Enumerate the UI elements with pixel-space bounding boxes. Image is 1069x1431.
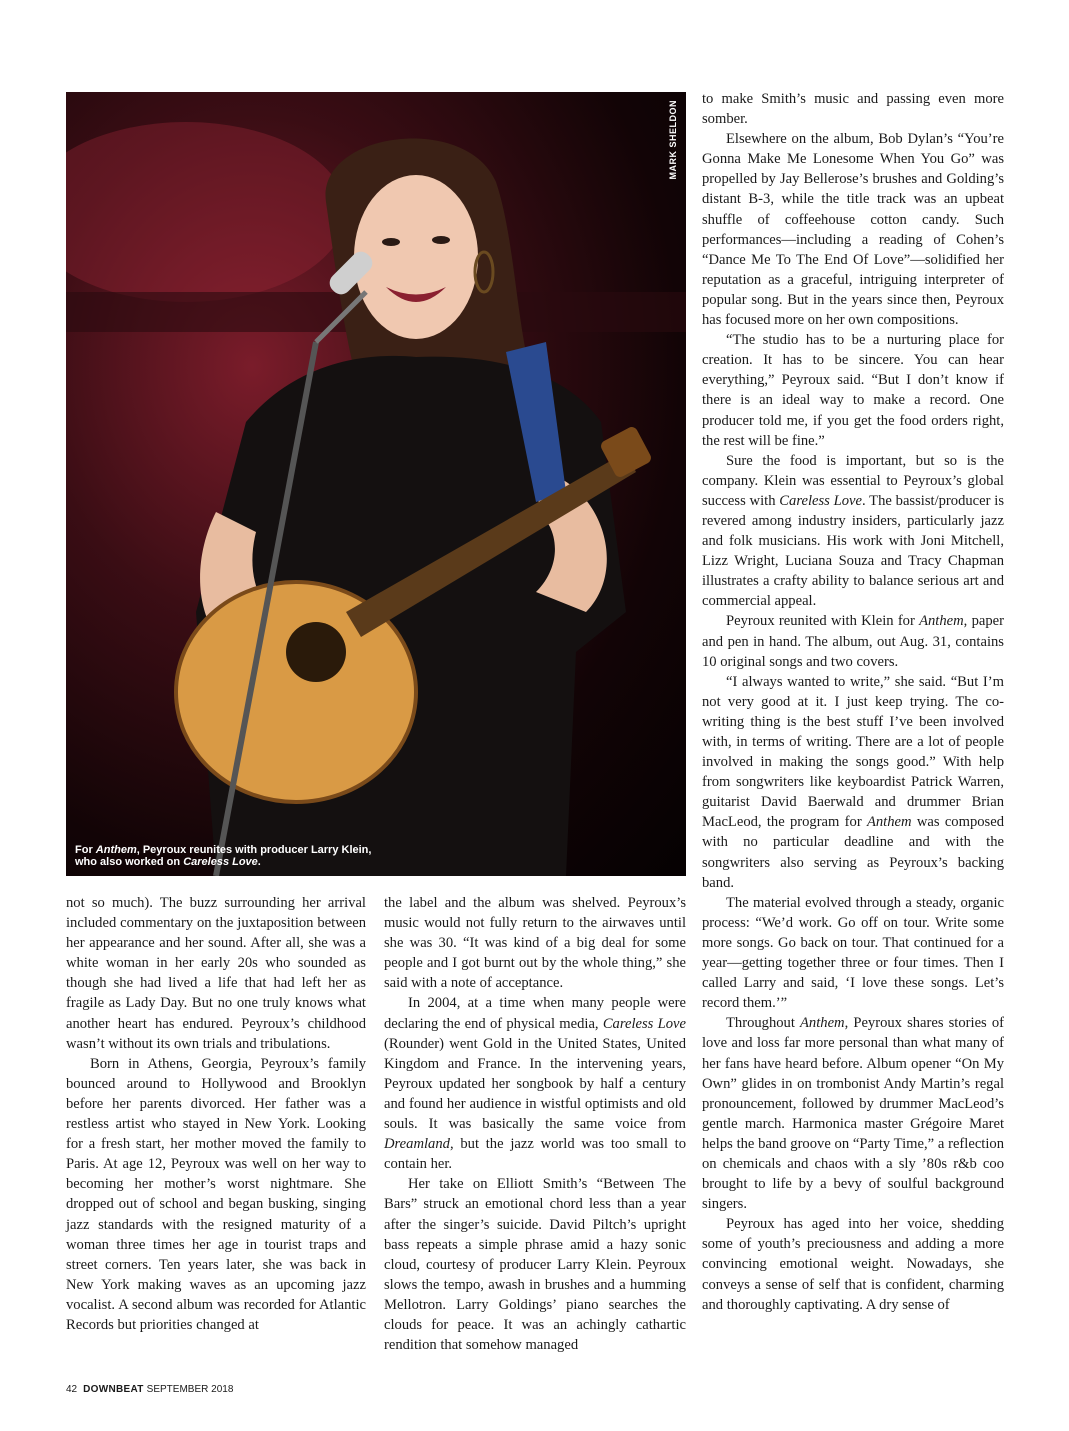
text-run: Throughout: [726, 1015, 800, 1032]
text-run: . The bassist/producer is revered among industry insiders, particularly jazz and folk musicians. His work with Joni Mitchell, Lizz Wright, Luciana Souza and Tracy Chapman illustrates a crafty ability to balance serious art and commercial appeal.: [702, 492, 1005, 610]
paragraph: Born in Athens, Georgia, Peyroux’s family bounced around to Hollywood and Brooklyn before her parents divorced. Her father was a restless artist who stayed in New York. Looking for a fresh start, her mother moved the family to Paris. At age 12, Peyroux was well on her way to becoming her mother’s worst nightmare. She dropped out of school and began busking, singing jazz standards with the resigned maturity of a woman three times her age in tourist traps and street corners. Ten years later, she was back in New York making waves as an upcoming jazz vocalist. A second album was recorded for Atlantic Records but priorities changed at: [66, 1055, 366, 1333]
text-run: Sure the food is important, but so is the company. Klein was essential to Peyroux’s global success with: [702, 452, 1004, 509]
caption-mid: , Peyroux reunites with producer Larry Klein, who also worked on: [75, 844, 372, 868]
paragraph: Her take on Elliott Smith’s “Between The Bars” struck an emotional chord less than a year after the singer’s suicide. David Piltch’s upright bass repeats a simple phrase amid a hazy sonic cloud, courtesy of producer Larry Klein. Peyroux slows the tempo, awash in brushes and a humming Mellotron. Larry Goldings’ piano searches the clouds for peace. It was an achingly cathartic rendition that somehow managed: [384, 1176, 686, 1354]
text-run: “I always wanted to write,” she said. “But I’m not very good at it. I just keep trying. The co-writing thing is the best stuff I’ve been involved with, in terms of writing. There are a lot of people involved in making the songs good.” With help from songwriters like keyboardist Patrick Warren, guitarist David Baerwald and drummer Brian MacLeod, the program for: [702, 673, 1004, 831]
paragraph: Peyroux has aged into her voice, shedding some of youth’s preciousness and adding a more convincing emotional weight. Nowadays, she conveys a sense of self that is confident, charming and thoroughly captivating. A dry sense of: [702, 1216, 1004, 1313]
text-run: , paper and pen in hand. The album, out Aug. 31, contains 10 original songs and two covers.: [702, 613, 1004, 670]
page-footer: [66, 1384, 233, 1395]
caption-prefix: For: [75, 844, 96, 856]
text-run: In 2004, at a time when many people were declaring the end of physical media,: [384, 995, 686, 1032]
text-run: was composed with no particular deadline and with the songwriters also serving as Peyroux’s backing band.: [702, 814, 1004, 891]
paragraph: to make Smith’s music and passing even more somber.: [702, 91, 1004, 128]
article-column-2: [384, 893, 686, 1355]
text-run: Peyroux reunited with Klein for: [726, 613, 920, 630]
album-title: Anthem: [919, 613, 964, 630]
album-title: Anthem: [866, 814, 912, 831]
photo-credit: MARK SHELDON: [668, 100, 678, 180]
caption-album: Anthem: [95, 844, 137, 856]
page-number: 42: [66, 1384, 78, 1395]
text-run: (Rounder) went Gold in the United States, United Kingdom and France. In the intervening years, Peyroux updated her songbook by half a century and found her audience in wistful optimists and old souls. It was basically the same voice from: [384, 1035, 686, 1133]
paragraph: the label and the album was shelved. Peyroux’s music would not fully return to the airwaves until she was 30. “It was kind of a big deal for some people and I got burnt out by the whole thing,” she said with a note of acceptance.: [384, 895, 686, 992]
text-run: , but the jazz world was too small to contain her.: [384, 1136, 686, 1173]
paragraph: Elsewhere on the album, Bob Dylan’s “You’re Gonna Make Me Lonesome When You Go” was propelled by Jay Bellerose’s brushes and Golding’s distant B-3, while the title track was an upbeat shuffle of coffeehouse cotton candy. Such performances—including a reading of Cohen’s “Dance Me To The End Of Love”—solidified her reputation as a graceful, intriguing interpreter of popular song. But in the years since then, Peyroux has focused more on her own compositions.: [702, 131, 1004, 329]
caption-end: .: [257, 856, 261, 868]
paragraph: [702, 611, 1004, 671]
article-column-3: [702, 89, 1004, 1315]
album-title: Anthem: [800, 1015, 845, 1032]
album-title: Careless Love: [779, 492, 862, 509]
paragraph: [384, 993, 686, 1174]
paragraph: not so much). The buzz surrounding her arrival included commentary on the juxtaposition between her appearance and her sound. After all, she was a white woman in her early 20s who sounded as though she had lived a life that had left her as fragile as Lady Day. But no one truly knows what another heart has endured. Peyroux’s childhood wasn’t without its own trials and tribulations.: [66, 895, 366, 1052]
paragraph: “The studio has to be a nurturing place for creation. It has to be sincere. You can hear everything,” Peyroux said. “But I don’t know if there is an ideal way to make a record. One producer told me, if you get the food orders right, the rest will be fine.”: [702, 332, 1004, 449]
paragraph: [702, 1013, 1004, 1214]
concert-photo: [66, 92, 686, 876]
album-title: Careless Love: [602, 1015, 686, 1032]
magazine-name: DOWNBEAT: [83, 1384, 144, 1395]
paragraph: [702, 451, 1004, 612]
singer-illustration: [66, 92, 686, 876]
paragraph: The material evolved through a steady, organic process: “We’d work. Go off on tour. Write some more songs. Go back on tour. That continued for a year—getting together three or four times. Then I called Larry and said, ‘I love these songs. Let’s record them.’”: [702, 894, 1004, 1012]
paragraph: [702, 672, 1004, 893]
text-run: , Peyroux shares stories of love and loss far more personal than what many of her fans have heard before. Album opener “On My Own” glides in on trombonist Andy Martin’s regal pronouncement, followed by drummer MacLeod’s gentle march. Harmonica master Grégoire Maret helps the band groove on “Party Time,” a reflection on chemicals and chaos with a sly ’80s r&b coo brought to life by a bevy of soulful background singers.: [702, 1015, 1004, 1213]
issue-date: SEPTEMBER 2018: [146, 1384, 234, 1395]
article-column-1: [66, 893, 366, 1335]
album-title: Dreamland: [384, 1136, 450, 1153]
photo-caption: [75, 844, 395, 868]
caption-album2: Careless Love: [183, 856, 258, 868]
